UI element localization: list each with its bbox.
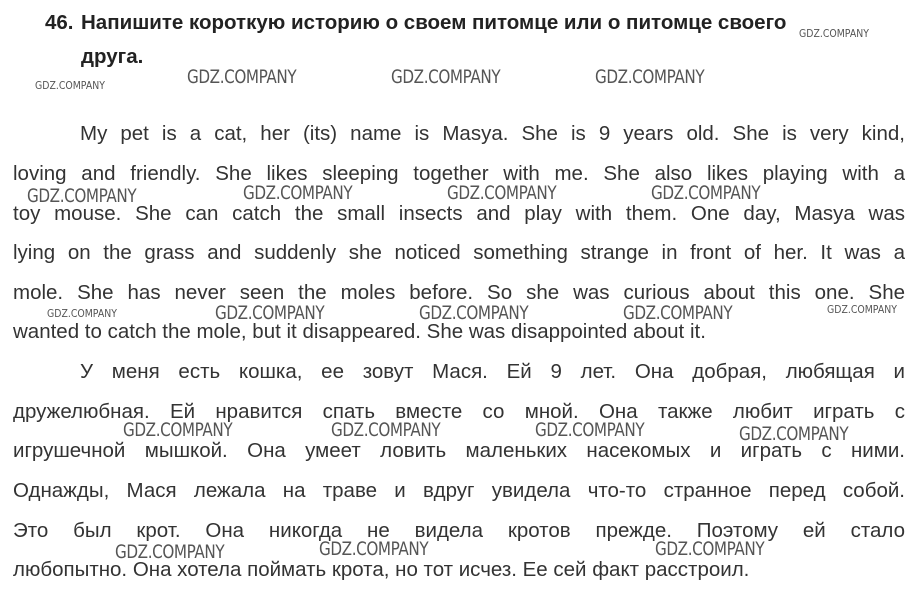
russian-line: У меня есть кошка, ее зовут Мася. Ей 9 лет. Она добрая, любящая и	[80, 360, 905, 383]
russian-line: Однажды, Мася лежала на траве и вдруг увидела что-то странное перед собой.	[13, 479, 905, 502]
watermark: GDZ.COMPANY	[623, 302, 733, 324]
english-line: mole. She has never seen the moles before. So she was curious about this one. She	[13, 281, 905, 304]
watermark: GDZ.COMPANY	[215, 302, 325, 324]
watermark: GDZ.COMPANY	[47, 307, 117, 320]
watermark: GDZ.COMPANY	[827, 303, 897, 316]
watermark: GDZ.COMPANY	[535, 419, 645, 441]
english-line: lying on the grass and suddenly she noticed something strange in front of her. It was a	[13, 241, 905, 264]
watermark: GDZ.COMPANY	[447, 182, 557, 204]
watermark: GDZ.COMPANY	[655, 538, 765, 560]
watermark: GDZ.COMPANY	[319, 538, 429, 560]
english-line: wanted to catch the mole, but it disappeared. She was disappointed about it.	[13, 320, 706, 343]
watermark: GDZ.COMPANY	[331, 419, 441, 441]
russian-line: любопытно. Она хотела поймать крота, но тот исчез. Ее сей факт расстроил.	[13, 558, 750, 581]
task-prompt-line-1: Напишите короткую историю о своем питомце или о питомце своего	[81, 11, 787, 34]
watermark: GDZ.COMPANY	[651, 182, 761, 204]
watermark: GDZ.COMPANY	[419, 302, 529, 324]
russian-line: дружелюбная. Ей нравится спать вместе со мной. Она также любит играть с	[13, 400, 905, 423]
task-prompt-line-2: друга.	[81, 45, 144, 68]
english-line: loving and friendly. She likes sleeping together with me. She also likes playing with a	[13, 162, 905, 185]
watermark: GDZ.COMPANY	[243, 182, 353, 204]
russian-line: игрушечной мышкой. Она умеет ловить маленьких насекомых и играть с ними.	[13, 439, 905, 462]
watermark: GDZ.COMPANY	[115, 541, 225, 563]
watermark: GDZ.COMPANY	[595, 66, 705, 88]
watermark: GDZ.COMPANY	[391, 66, 501, 88]
watermark: GDZ.COMPANY	[123, 419, 233, 441]
task-number: 46.	[45, 11, 74, 34]
watermark: GDZ.COMPANY	[35, 79, 105, 92]
russian-line: Это был крот. Она никогда не видела кротов прежде. Поэтому ей стало	[13, 519, 905, 542]
english-line: My pet is a cat, her (its) name is Masya. She is 9 years old. She is very kind,	[80, 122, 905, 145]
watermark: GDZ.COMPANY	[739, 423, 849, 445]
watermark: GDZ.COMPANY	[187, 66, 297, 88]
watermark: GDZ.COMPANY	[27, 185, 137, 207]
watermark: GDZ.COMPANY	[799, 27, 869, 40]
english-line: toy mouse. She can catch the small insects and play with them. One day, Masya was	[13, 202, 905, 225]
